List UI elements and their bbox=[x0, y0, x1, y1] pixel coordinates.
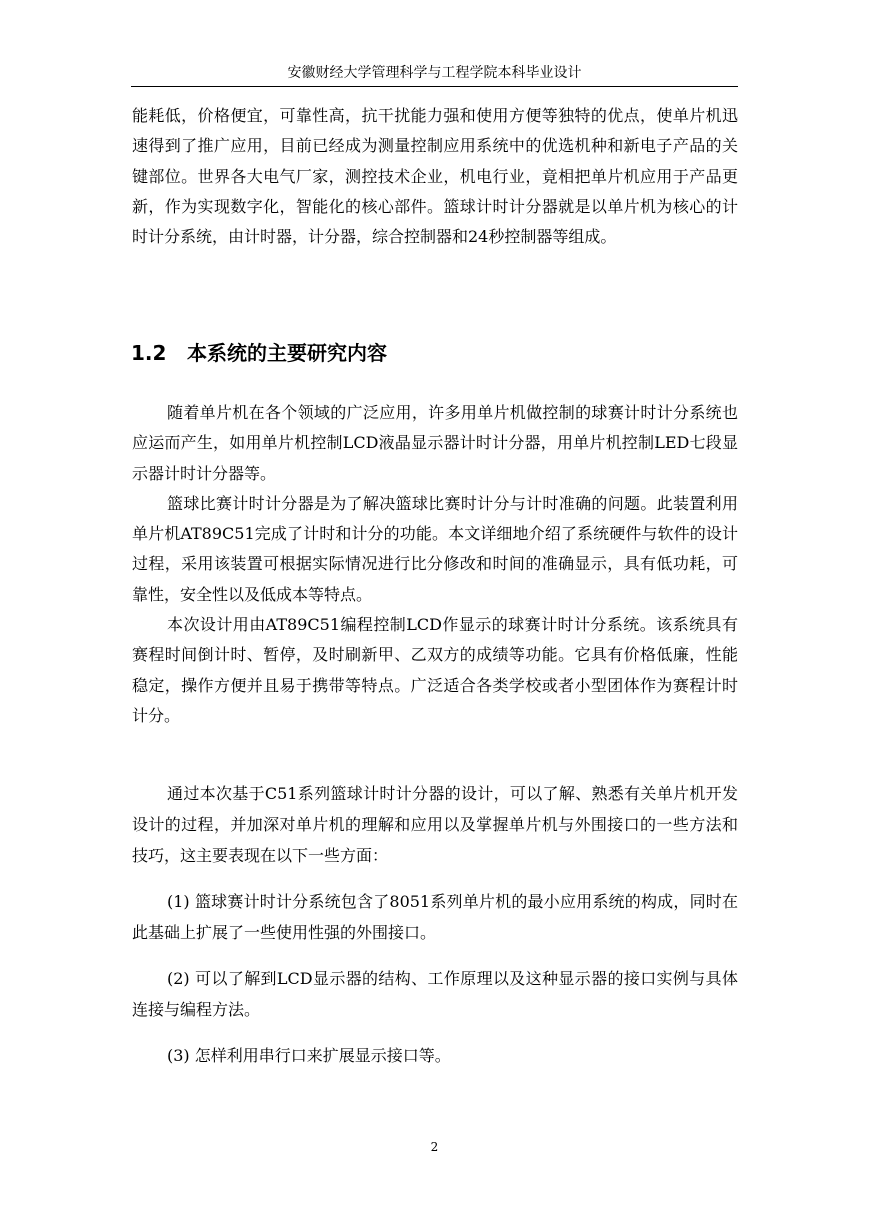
header-divider bbox=[131, 86, 738, 87]
paragraph-text: 能耗低，价格便宜，可靠性高，抗干扰能力强和使用方便等独特的优点，使单片机迅速得到了推广应用，目前已经成为测量控制应用系统中的优选机种和新电子产品的关键部位。世界各大电气厂家，测控技术企业，机电行业，竟相把单片机应用于产品更新，作为实现数字化，智能化的核心部件。篮球计时计分器就是以单片机为核心的计时计分系统，由计时器，计分器，综合控制器和24秒控制器等组成。 bbox=[132, 106, 738, 247]
list-item-text: (3) 怎样利用串行口来扩展显示接口等。 bbox=[167, 1046, 451, 1065]
intro-paragraph bbox=[132, 101, 738, 252]
paragraph-1: 随着单片机在各个领域的广泛应用，许多用单片机做控制的球赛计时计分系统也应运而产生，如用单片机控制LCD液晶显示器计时计分器，用单片机控制LED七段显示器计时计分器等。 bbox=[132, 403, 738, 483]
purpose-paragraph bbox=[132, 778, 738, 871]
section-title: 本系统的主要研究内容 bbox=[187, 341, 387, 365]
paragraph-text: 通过本次基于C51系列篮球计时计分器的设计，可以了解、熟悉有关单片机开发设计的过程，并加深对单片机的理解和应用以及掌握单片机与外围接口的一些方法和技巧，这主要表现在以下一些方面： bbox=[132, 784, 738, 865]
paragraph-2: 篮球比赛计时计分器是为了解决篮球比赛时计分与计时准确的问题。此装置利用单片机AT89C51完成了计时和计分的功能。本文详细地介绍了系统硬件与软件的设计过程，采用该装置可根据实际情况进行比分修改和时间的准确显示，具有低功耗，可靠性，安全性以及低成本等特点。 bbox=[132, 493, 738, 604]
research-content-body bbox=[132, 398, 738, 731]
list-item-text: (1) 篮球赛计时计分系统包含了8051系列单片机的最小应用系统的构成，同时在此基础上扩展了一些使用性强的外围接口。 bbox=[132, 892, 738, 942]
page-number: 2 bbox=[430, 1140, 439, 1154]
section-heading bbox=[131, 338, 387, 368]
list-item-text: (2) 可以了解到LCD显示器的结构、工作原理以及这种显示器的接口实例与具体连接与编程方法。 bbox=[132, 969, 738, 1019]
list-item-1 bbox=[132, 886, 738, 948]
section-number: 1.2 bbox=[131, 341, 167, 365]
page-header: 安徽财经大学管理科学与工程学院本科毕业设计 bbox=[287, 65, 582, 81]
list-item-2 bbox=[132, 963, 738, 1025]
list-item-3 bbox=[132, 1040, 738, 1071]
paragraph-3: 本次设计用由AT89C51编程控制LCD作显示的球赛计时计分系统。该系统具有赛程时间倒计时、暂停，及时刷新甲、乙双方的成绩等功能。它具有价格低廉，性能稳定，操作方便并且易于携带等特点。广泛适合各类学校或者小型团体作为赛程计时计分。 bbox=[132, 615, 738, 725]
